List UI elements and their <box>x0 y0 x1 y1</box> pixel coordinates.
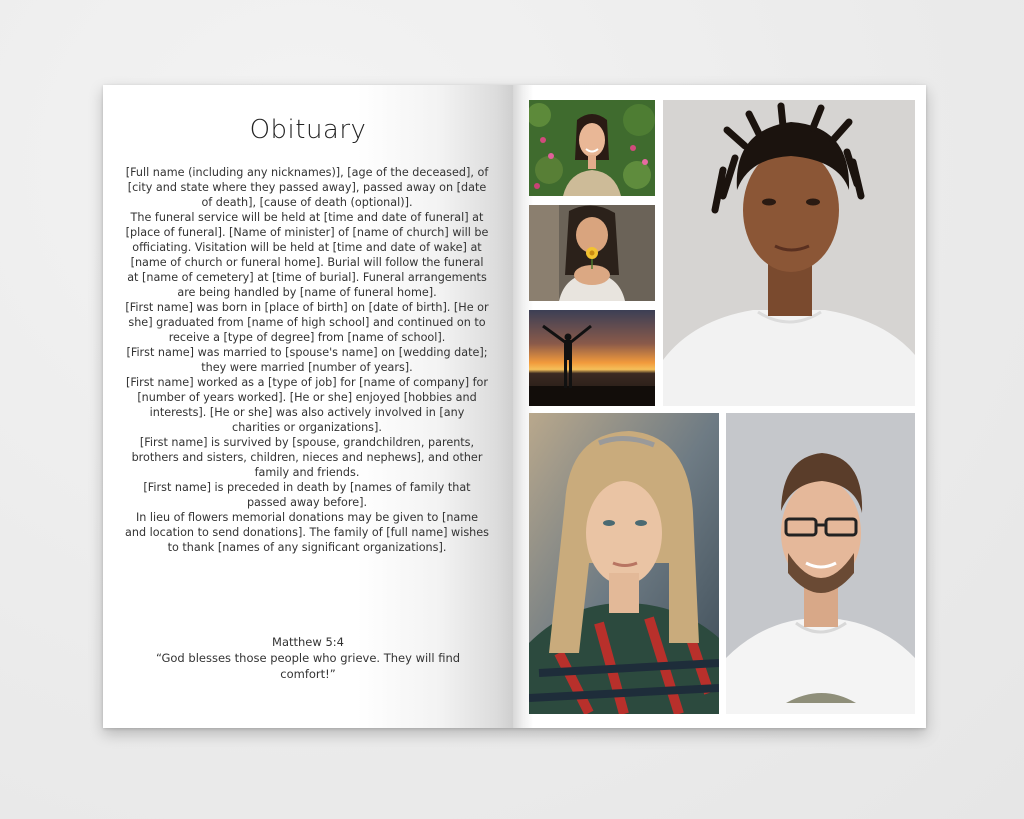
smiling-woman-among-flowers-photo <box>529 100 655 196</box>
open-booklet <box>103 85 926 728</box>
page-title: Obituary <box>249 115 367 145</box>
obituary-paragraph: [First name] is preceded in death by [names of family that passed away before]. <box>143 481 471 509</box>
verse-reference: Matthew 5:4 <box>272 635 344 649</box>
bible-verse <box>143 634 473 682</box>
verse-text: “God blesses those people who grieve. They will find comfort!” <box>155 651 461 681</box>
obituary-paragraph: [First name] worked as a [type of job] for [name of company] for [number of years worked]. [He or she] enjoyed [hobbies and interests]. [He or she] was also actively involved in [any charities or organizations]. <box>126 376 488 434</box>
obituary-body <box>125 165 489 555</box>
obituary-paragraph: In lieu of flowers memorial donations may be given to [name and location to send donations]. The family of [full name] wishes to thank [names of any significant organizations]. <box>125 511 489 554</box>
silhouette-at-sunset-photo <box>529 310 655 406</box>
obituary-paragraph: The funeral service will be held at [time and date of funeral] at [place of funeral]. [Name of minister] of [name of church] will be officiating. Visitation will be held at [time and date of wake] at [name of church or funeral home]. Burial will follow the funeral at [name of cemetery] at [time of burial]. Funeral arrangements are being handled by [name of funeral home]. <box>125 211 489 299</box>
young-man-with-dreadlocks-portrait <box>663 100 915 406</box>
obituary-paragraph: [First name] is survived by [spouse, grandchildren, parents, brothers and sisters, children, nieces and nephews], and other family and friends. <box>131 436 483 479</box>
woman-holding-yellow-flower-photo <box>529 205 655 301</box>
man-with-glasses-portrait <box>726 413 915 714</box>
left-page <box>103 85 513 728</box>
obituary-paragraph: [Full name (including any nicknames)], [age of the deceased], of [city and state where they passed away], passed away on [date of death], [cause of death (optional)]. <box>125 166 489 209</box>
obituary-paragraph: [First name] was married to [spouse's name] on [wedding date]; they were married [number of years]. <box>126 346 488 374</box>
obituary-paragraph: [First name] was born in [place of birth] on [date of birth]. [He or she] graduated from [name of high school] and continued on to receive a [type of degree] from [name of school]. <box>125 301 489 344</box>
blonde-woman-plaid-shirt-portrait <box>529 413 719 714</box>
